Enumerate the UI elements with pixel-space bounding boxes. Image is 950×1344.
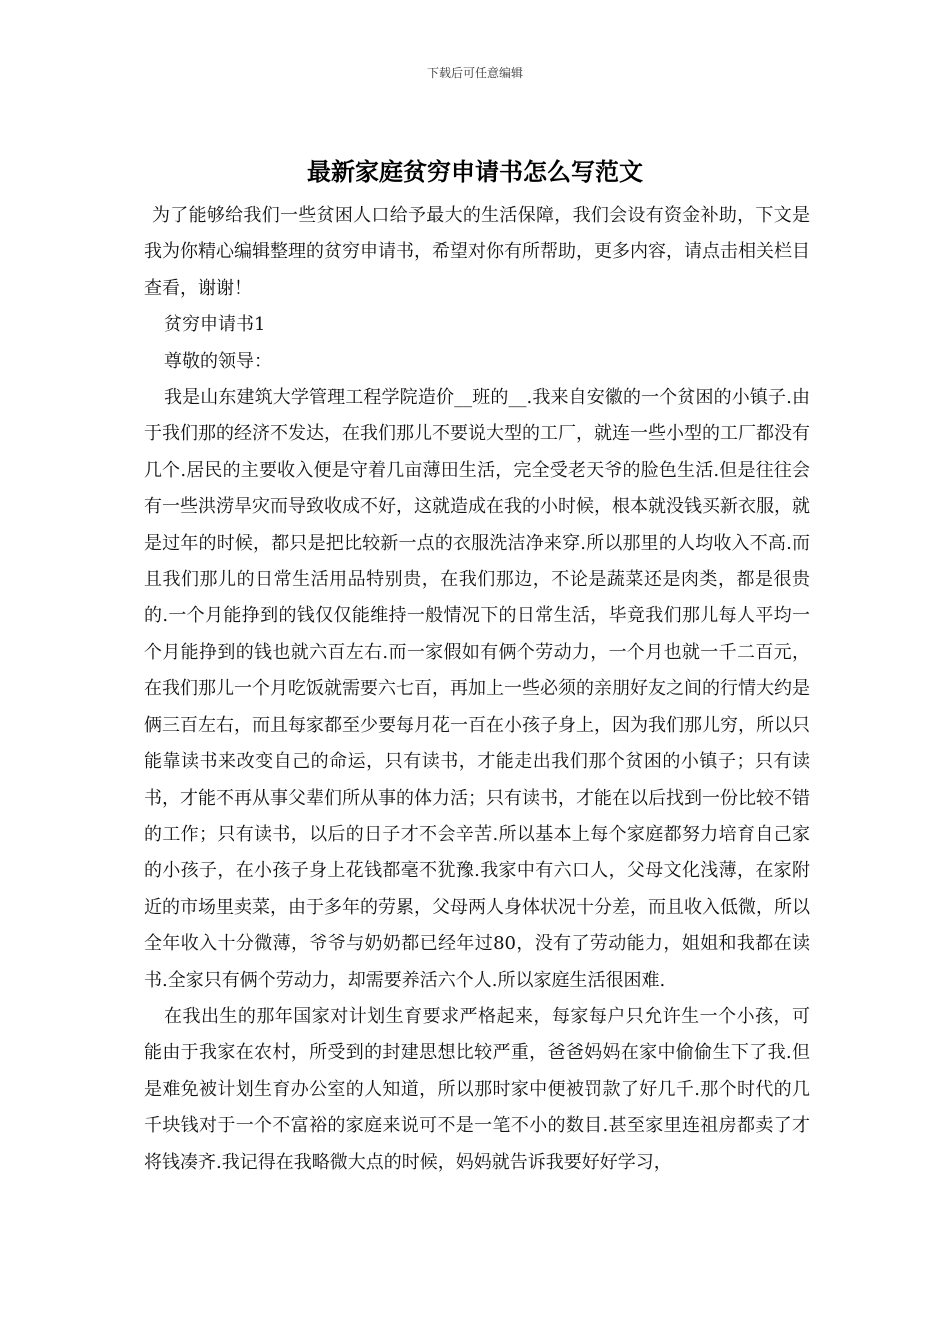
header-note: 下载后可任意编辑 [426, 66, 523, 80]
section-heading: 贫穷申请书1 [164, 314, 266, 336]
intro-paragraph: 为了能够给我们一些贫困人口给予最大的生活保障，我们会设有资金补助，下文是我为你精心编辑整理的贫穷申请书，希望对你有所帮助，更多内容，请点击相关栏目查看，谢谢！ [144, 205, 810, 299]
document-body [144, 198, 810, 1181]
body-paragraph: 在我出生的那年国家对计划生育要求严格起来，每家每户只允许生一个小孩，可能由于我家在农村，所受到的封建思想比较严重，爸爸妈妈在家中偷偷生下了我.但是难免被计划生育办公室的人知道，所以那时家中便被罚款了好几千.那个时代的几千块钱对于一个不富裕的家庭来说可不是一笔不小的数目.甚至家里连祖房都卖了才将钱凑齐.我记得在我略微大点的时候，妈妈就告诉我要好好学习， [144, 1005, 810, 1173]
document-title: 最新家庭贫穷申请书怎么写范文 [307, 157, 643, 186]
salutation: 尊敬的领导： [164, 350, 272, 372]
body-paragraph: 我是山东建筑大学管理工程学院造价__班的__.我来自安徽的一个贫困的小镇子.由于我们那的经济不发达，在我们那儿不要说大型的工厂，就连一些小型的工厂都没有几个.居民的主要收入便是守着几亩薄田生活，完全受老天爷的脸色生活.但是往往会有一些洪涝旱灾而导致收成不好，这就造成在我的小时候，根本就没钱买新衣服，就是过年的时候，都只是把比较新一点的衣服洗洁净来穿.所以那里的人均收入不高.而且我们那儿的日常生活用品特别贵，在我们那边，不论是蔬菜还是肉类，都是很贵的.一个月能挣到的钱仅仅能维持一般情况下的日常生活，毕竟我们那儿每人平均一个月能挣到的钱也就六百左右.而一家假如有俩个劳动力，一个月也就一千二百元，在我们那儿一个月吃饭就需要六七百，再加上一些必须的亲朋好友之间的行情大约是俩三百左右，而且每家都至少要每月花一百在小孩子身上，因为我们那儿穷，所以只能靠读书来改变自己的命运，只有读书，才能走出我们那个贫困的小镇子；只有读书，才能不再从事父辈们所从事的体力活；只有读书，才能在以后找到一份比较不错的工作；只有读书，以后的日子才不会辛苦.所以基本上每个家庭都努力培育自己家的小孩子，在小孩子身上花钱都毫不犹豫.我家中有六口人，父母文化浅薄，在家附近的市场里卖菜，由于多年的劳累，父母两人身体状况十分差，而且收入低微，所以全年收入十分微薄，爷爷与奶奶都已经年过80，没有了劳动能力，姐姐和我都在读书.全家只有俩个劳动力，却需要养活六个人.所以家庭生活很困难. [144, 387, 810, 991]
